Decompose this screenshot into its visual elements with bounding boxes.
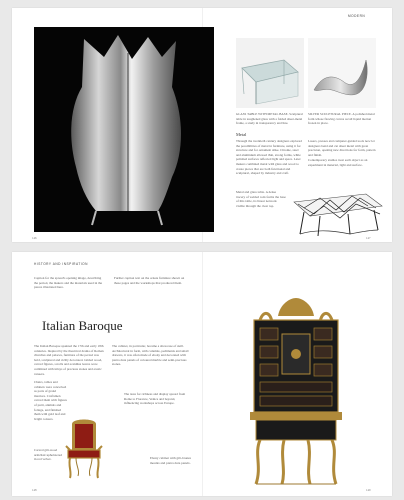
glass-table-photo	[236, 38, 304, 108]
baroque-chair-photo	[62, 416, 106, 480]
page-number-left: 146	[32, 236, 37, 240]
wire-table-illustration	[290, 188, 384, 240]
metal-table-photo	[290, 188, 384, 240]
baroque-cabinet-photo	[240, 294, 352, 489]
silver-wave-illustration	[308, 38, 376, 108]
body-column-2-continued: The taste for richness and display spread from Rome to Florence, Venice and beyond, influencing workshops across Europe.	[124, 392, 186, 406]
cabinet-caption: Ebony cabinet with gilt-bronze mounts and pietra dura panels.	[150, 456, 192, 465]
metal-table-caption: Metal and glass table. A dense tracery of welded rods forms the base of this table, its linear network visible through the clear top.	[236, 190, 286, 208]
silver-cabinet-illustration	[34, 27, 214, 232]
page-number-right: 149	[366, 488, 371, 492]
silver-sculpture-caption: SILVER SCULPTURAL PIECE. A polished metal form whose flowing curves recall liquid motion frozen in place.	[308, 112, 375, 126]
page-number-left: 148	[32, 488, 37, 492]
glass-table-illustration	[236, 38, 304, 108]
glass-table-caption: GLASS TABLE WITH METAL BASE. Sculptural table in toughened glass with a folded sheet-metal frame, a study in transparency and line.	[236, 112, 303, 126]
section-title: Metal	[236, 132, 247, 137]
magazine-spread-italian-baroque	[12, 252, 392, 496]
silver-sculpture-photo	[308, 38, 376, 108]
chair-caption: Carved gilt-wood armchair upholstered in red velvet.	[34, 448, 62, 462]
opening-caption: Caption for the spread's opening image, describing the period, the makers and the materials used in the pieces illustrated here.	[34, 276, 103, 290]
page-number-right: 147	[366, 236, 371, 240]
article-heading: Italian Baroque	[42, 318, 123, 333]
body-column-1: Through the twentieth century designers explored the possibilities of metal in furniture, using it for structure and for ornament alike. Chrome, steel and aluminium allowed thin, strong forms, while polished surfaces reflected light and space. Later makers combined metal with glass and wood to create pieces that are both functional and sculptural, shaped by industry and craft.	[236, 139, 302, 176]
magazine-spread-modern	[12, 8, 392, 242]
body-column-2: The cabinet, in particular, became a showcase of skill. Architectural in form, with columns, pediments and small drawers, it was often made of ebony and decorated with pietra dura panels of coloured marble and semi-precious stones.	[112, 344, 189, 367]
secondary-caption: Further caption text on the ornate furniture shown on these pages and the workshops that produced them.	[114, 276, 185, 285]
body-column-2: Lasers, presses and computer-guided tools now let designers bend and cut sheet metal with great precision, opening new directions for form, pattern and finish.	[308, 139, 376, 157]
running-head: MODERN	[348, 14, 366, 18]
body-column-1-continued: Chairs, tables and cabinets were conceived as parts of grand interiors. Craftsmen carved them with figures of putti, animals and foliage, and finished them with gold leaf and bright colours.	[34, 380, 67, 421]
gilt-armchair-illustration	[62, 416, 106, 480]
body-column-1: The Italian Baroque spanned the 17th and early 18th centuries. Inspired by the theatrical drama of Roman churches and palaces, furniture of the period was bold, sculptural and richly decorated. Gilded wood, carved figures, scrolls and acanthus leaves were combined with inlays of precious stones and exotic veneers.	[34, 344, 104, 376]
spread-gutter	[202, 252, 203, 496]
ebony-cabinet-illustration	[240, 294, 352, 489]
body-column-2-continued: Contemporary studios treat each object as an experiment in material, light and surface.	[308, 158, 368, 167]
metal-cabinet-photo	[34, 27, 214, 232]
running-head: HISTORY AND INSPIRATION	[34, 262, 88, 266]
